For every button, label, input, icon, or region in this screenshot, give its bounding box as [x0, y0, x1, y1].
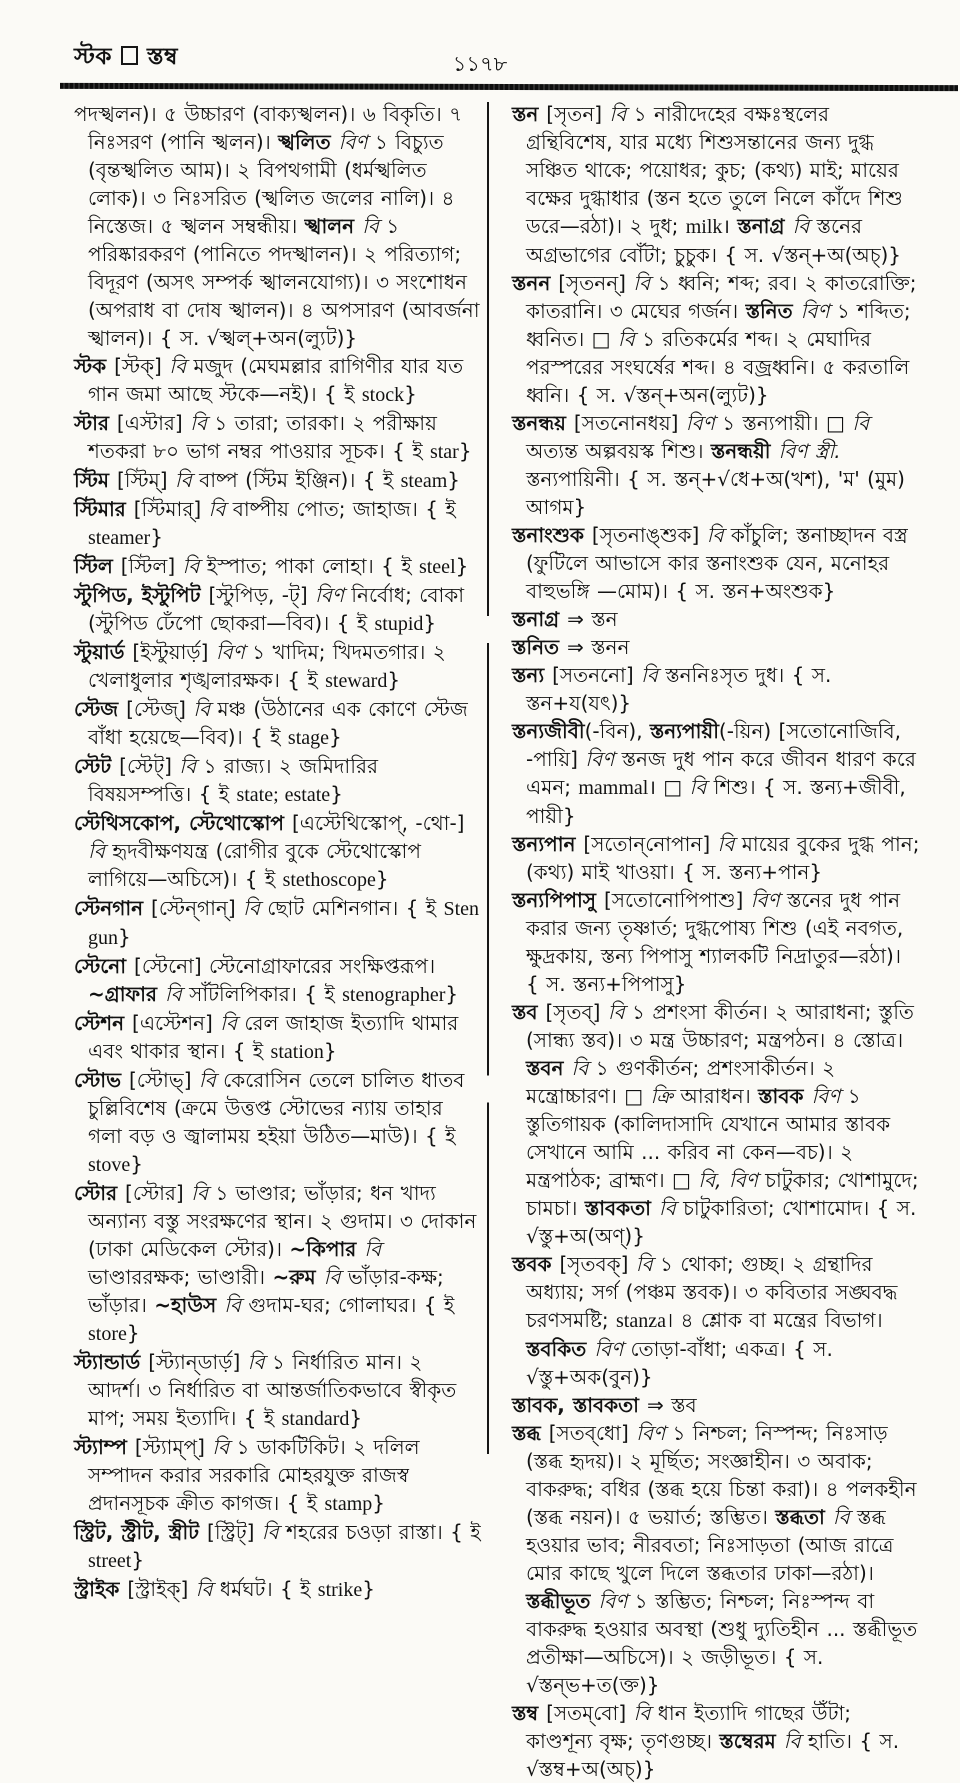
text-run: সাঁটলিপিকার। { ই [189, 982, 343, 1006]
text-run: [স্টিমার্] [133, 497, 209, 521]
text-run: } [375, 867, 389, 891]
text-run: বি [362, 214, 387, 238]
text-run: বি [364, 1237, 382, 1261]
text-run: ১ গুণকীর্তন; প্রশংসাকীর্তন। ২ মন্ত্রোচ্চারণ। □ [526, 1056, 836, 1108]
text-run: ১ স্তম্ভিত; নিশ্চল; নিঃস্পন্দ বা বাকরুদ্ধ হওয়ার অবস্থা (শুধু দ্যুতিহীন ... স্তব্ধীভূত প্রতীক্ষা—অচিসে)। ২ জড়ীভূত। { স. √স্তন্ভ+ত(ক্ত)} [526, 1589, 918, 1697]
text-run: [স্টেন্‌গান্] [151, 896, 244, 920]
text-run: ⇒ স্তনন [567, 635, 630, 659]
text-run: stanza [616, 1310, 666, 1332]
text-run: steamer [88, 527, 151, 549]
text-run: স্তব্ধতা [775, 1505, 833, 1529]
text-run: পদস্খলন)। ৫ উচ্চারণ (বাক্যস্খলন)। ৬ বিকৃতি। ৭ নিঃসরণ (পানি স্খলন)। [74, 102, 463, 154]
text-run: [এস্টার] [116, 411, 191, 435]
text-run: বি [212, 1435, 237, 1459]
text-run: নির্বোধ; বোকা (স্টুপিড ঢেঁপো ছোকরা—বিব)। { ই [88, 583, 465, 635]
dictionary-entry [74, 695, 482, 752]
left-column [74, 100, 482, 1783]
text-run: স্টিল [74, 554, 121, 578]
text-run: [স্টেট্] [119, 754, 180, 778]
text-run: হৃদবীক্ষণযন্ত্র (রোগীর বুকে স্টেথোস্কোপ লাগিয়ে—অচিসে)। { ই [88, 839, 421, 891]
text-run: বাষ্প (স্টিম ইঞ্জিন)। { ই [199, 468, 401, 492]
dictionary-entry [74, 1518, 482, 1575]
text-run: [স্ট্যাম্প্] [134, 1435, 213, 1459]
text-run: ১ প্রশংসা কীর্তন। ২ আরাধনা; স্তুতি (সান্ধ্য স্তব)। ৩ মন্ত্র উচ্চারণ; মন্ত্রপঠন। ৪ স্তোত্র। [526, 1000, 914, 1052]
text-run: stove [88, 1154, 131, 1176]
text-run: বি [88, 839, 113, 863]
text-run: বি [852, 411, 870, 435]
dictionary-entry [74, 952, 482, 1009]
text-run: বিণ [598, 1589, 635, 1613]
text-run: } [455, 554, 469, 578]
text-run: স্টুয়ার্ড [74, 640, 133, 664]
text-run: ১ নিশ্চল; নিস্পন্দ; নিঃসাড় (স্তব্ধ হৃদয়)। ২ মূর্ছিত; সংজ্ঞাহীন। ৩ অবাক; বাকরুদ্ধ; বধির (স্তব্ধ হয়ে চিন্তা করা)। ৪ পলকহীন (স্তব্ধ নয়ন)। ৫ ভয়ার্ত; স্তম্ভিত। [526, 1421, 917, 1529]
text-run: স্তব্ধীভূত [526, 1589, 599, 1613]
dictionary-entry [74, 1348, 482, 1433]
text-run: বি [635, 1252, 661, 1276]
text-run: mammal [578, 777, 649, 799]
dictionary-entry [512, 521, 920, 605]
text-run: স্তনাগ্র [737, 214, 793, 238]
text-run: [সৃতবক্] [559, 1252, 636, 1276]
text-run: মজুদ (মেঘমল্লার রাগিণীর যার যত গান জমা আছে স্টকে—নই)। { ই [88, 354, 464, 406]
dictionary-entry [512, 605, 920, 633]
text-run: ১ ডাকটিকিট। ২ দলিল সম্পাদন করার সরকারি মোহরযুক্ত রাজস্ব প্রদানসূচক ক্রীত কাগজ। { ই [88, 1435, 420, 1515]
text-run: steam [400, 470, 448, 492]
text-run: [স্টোর] [125, 1181, 192, 1205]
text-run: স্ট্যান্ডার্ড [74, 1350, 149, 1374]
text-run: ১ ভাণ্ডার; ভাঁড়ার; ধন খাদ্য অন্যান্য বস্তু সংরক্ষণের স্থান। ২ গুদাম। ৩ দোকান (ঢাকা মেডিকেল স্টোর)। [88, 1181, 477, 1261]
text-run: স্তন্যপান [512, 832, 584, 856]
dictionary-entry [512, 1391, 920, 1419]
text-run: steward [325, 670, 388, 692]
text-run: স্টক [74, 354, 115, 378]
text-run: বি [641, 663, 666, 687]
text-run: বি [783, 1729, 808, 1753]
dictionary-entry [512, 1699, 920, 1783]
text-run: বি [323, 1265, 348, 1289]
text-run: ক্রি [650, 1084, 681, 1108]
text-run: বি [190, 411, 215, 435]
text-run: বিণ [338, 130, 375, 154]
text-run: বি [247, 1350, 272, 1374]
text-run: বি [633, 1701, 658, 1725]
text-run: [সৃতন] [546, 102, 610, 126]
text-run: stage [287, 727, 330, 749]
text-run: বি [706, 523, 731, 547]
text-run: স্তন [512, 102, 547, 126]
running-head-last-word: স্তম্ব [146, 44, 179, 70]
text-run: ১ রাজ্য। ২ জমিদারির বিষয়সম্পত্তি। { ই [88, 754, 378, 806]
text-run: [স্টোভ্] [128, 1068, 199, 1092]
dictionary-entry [74, 1433, 482, 1518]
text-run: [স্টুপিড়, -ট্] [208, 583, 315, 607]
text-run: stethoscope [282, 869, 376, 891]
text-run: স্টেশন [74, 1011, 133, 1035]
text-run: স্তনজ দুধ পান করে জীবন ধারণ করে এমন; [526, 747, 916, 799]
text-run: স্তনিত [745, 299, 801, 323]
text-run: স্টিমার [74, 497, 134, 521]
text-run: গুদাম-ঘর; গোলাঘর। { ই [248, 1293, 455, 1317]
text-run: চাটুকারিতা; খোশামোদ। { স. √স্তু+অ(অণ্)} [526, 1196, 917, 1248]
text-run: } [349, 1406, 363, 1430]
text-run: বিণ [594, 1337, 631, 1361]
text-run: ১ শব্দিত; ধ্বনিত। □ [526, 299, 911, 351]
text-run: ১ বিচ্যুত (বৃন্তস্খলিত আম)। ২ বিপথগামী (ধর্মস্খলিত লোক)। ৩ নিঃসরিত (স্খলিত জলের নালি)। ৪ নিস্তেজ। ৫ স্খলন সম্বন্ধীয়। [88, 130, 455, 238]
text-run: [স্ট্রিট্] [207, 1520, 262, 1544]
text-run: ~রুম [272, 1265, 324, 1289]
text-run: ১ থোকা; গুচ্ছ। ২ গ্রন্থাদির অধ্যায়; সর্গ (পঞ্চম স্তবক)। ৩ কবিতার সঙ্ঘবদ্ধ চরণসমষ্টি; [526, 1252, 898, 1332]
text-run: বি [792, 214, 817, 238]
text-run: স্তবন [526, 1056, 572, 1080]
text-run: বি [195, 1577, 220, 1601]
text-run: স্টোভ [74, 1068, 129, 1092]
text-run: স্তন্য [512, 663, 553, 687]
text-run: স্টেট [74, 754, 120, 778]
right-column [512, 100, 920, 1783]
text-run: । □ [648, 775, 690, 799]
text-run: [স্টক্] [114, 354, 170, 378]
text-run: } [387, 668, 401, 692]
text-run: store [88, 1323, 127, 1345]
text-run: তোড়া-বাঁধা; একত্র। { স. √স্তু+অক(বুন)} [526, 1337, 833, 1389]
text-run: বিণ [215, 640, 253, 664]
text-run: ছোট মেশিনগান। { ই [267, 896, 444, 920]
dictionary-entry [512, 269, 920, 409]
text-run: stupid [374, 613, 424, 635]
text-run: বি [261, 1520, 286, 1544]
text-run: স্তনন [512, 271, 559, 295]
text-run: } [323, 1039, 337, 1063]
text-run: বিণ [800, 299, 837, 323]
text-run: বিণ [314, 583, 352, 607]
text-run: } [372, 1491, 385, 1515]
text-run: } [445, 982, 459, 1006]
header-rule [60, 83, 958, 91]
text-run: বি [633, 271, 658, 295]
text-run: স্টার [74, 411, 117, 435]
page-number: ১১৭৮ [452, 52, 508, 76]
text-run: state; estate [236, 784, 331, 806]
text-run: ১ স্তন্যপায়ী। □ [722, 411, 853, 435]
text-run: কেরোসিন তেলে চালিত ধাতব চুল্লিবিশেষ (ক্রমে উত্তপ্ত স্টোভের ন্যায় তাহার গলা বড় ও জ্বালাময় হইয়া উঠিত—মাউ)। { ই [88, 1068, 465, 1148]
text-run: } [329, 725, 342, 749]
text-run: বি [609, 102, 634, 126]
dictionary-entry [74, 894, 482, 952]
text-run: বি [607, 1000, 633, 1024]
text-run: } [150, 525, 163, 549]
text-run: বি, বিণ [698, 1168, 766, 1192]
text-run: স্টুপিড, ইস্টুপিট [74, 583, 209, 607]
text-run: স্তাবকতা [584, 1196, 659, 1220]
dictionary-entry [74, 638, 482, 695]
text-run: [সৃতনন্] [558, 271, 634, 295]
text-run: বি [224, 1293, 249, 1317]
dictionary-entry [512, 830, 920, 886]
text-run: বিণ [685, 411, 723, 435]
text-run: স্খালন [304, 214, 363, 238]
dictionary-entry [512, 1250, 920, 1391]
text-run: স্ট্যাম্প [74, 1435, 135, 1459]
text-run: strike [317, 1579, 363, 1601]
text-run: বি [191, 1181, 216, 1205]
text-run: বিণ [636, 1421, 673, 1445]
text-run: স্তব্ধ হওয়ার ভাব; নীরবতা; নিঃসাড়তা (আজ রাত্রে মোর কাছে খুলে দিলে স্তব্ধতার ঢাকা—রঠা)। [526, 1505, 894, 1585]
text-run: বিণ স্ত্রী. [778, 439, 841, 463]
text-run: বি [208, 497, 233, 521]
text-run: station [270, 1041, 324, 1063]
text-run: স্ট্রিট, স্ট্রীট, স্ত্রীট [74, 1520, 208, 1544]
text-run: । ৪ শ্লোক বা মন্ত্রের বিভাগ। [666, 1308, 883, 1332]
text-run: [সতব্‌ধো] [548, 1421, 637, 1445]
text-run: স্তব [512, 1000, 546, 1024]
text-run: [সতনোনধয়] [573, 411, 686, 435]
text-run: [স্টিম্] [116, 468, 175, 492]
text-run: স্টেজ [74, 697, 127, 721]
text-run: } [330, 782, 343, 806]
text-run: ~হাউস [154, 1293, 225, 1317]
text-run: কাঁচুলি; স্তনাচ্ছাদন বস্ত্র (ফুটিলে আভাসে কার স্তনাংশুক যেন, মনোহর বাহুভঙ্গি —মোম)। { স. স্তন+অংশুক} [526, 523, 908, 603]
text-run: [স্টেনো] স্টেনোগ্রাফারের সংক্ষিপ্তরূপ। [134, 954, 436, 978]
text-run: [স্ট্রাইক্] [127, 1577, 196, 1601]
dictionary-entry [74, 809, 482, 894]
text-run: ⇒ স্তব [646, 1393, 697, 1417]
text-run: standard [281, 1408, 350, 1430]
text-run: [সতম্‌বো] [546, 1701, 634, 1725]
text-run: চাটুকার; খোশামুদে; চামচা। [526, 1168, 919, 1220]
dictionary-entry [512, 717, 920, 830]
text-run: স্তনের দুধ পান করার জন্য তৃষ্ণার্ত; দুগ্ধপোষ্য শিশু (এই নবগত, ক্ষুদ্রকায়, স্তন্য পিপাসু শ্যালকটি নিদ্রাতুর—রঠা)। { স. স্তন্য+পিপাসু} [526, 888, 904, 996]
text-run: বিণ [585, 747, 622, 771]
text-run: stock [361, 384, 405, 406]
text-run: বি [164, 982, 190, 1006]
text-run: মঞ্চ (উঠানের এক কোণে স্টেজ বাঁধা হয়েছে—বিব)। { ই [88, 697, 468, 749]
text-run: বি [182, 554, 207, 578]
text-run: অত্যন্ত অল্পবয়স্ক শিশু। [526, 439, 711, 463]
text-run: stenographer [342, 984, 446, 1006]
text-run: steel [418, 556, 456, 578]
text-run: [স্ট্যান্‌ডার্ড়] [148, 1350, 248, 1374]
text-run: স্খলিত [278, 130, 339, 154]
text-run: স্তনন্ধয়ী [710, 439, 779, 463]
running-head-first-word: স্টক [74, 44, 112, 70]
dictionary-entry [74, 552, 482, 581]
text-run: বি [717, 832, 742, 856]
text-run: [স্টিল] [120, 554, 183, 578]
text-run: মায়ের বুকের দুগ্ধ পান; (কথ্য) মাই খাওয়া। { স. স্তন্য+পান} [526, 832, 920, 884]
text-run: শিশু। { স. স্তন্য+জীবী, পায়ী} [526, 775, 906, 828]
text-run: ১ তারা; তারকা। ২ পরীক্ষায় শতকরা ৮০ ভাগ নম্বর পাওয়ার সূচক। { ই [88, 411, 437, 463]
text-run: [সৃতনাঙ্‌শুক] [591, 523, 707, 547]
text-run: [সতোন্‌নোপান] [583, 832, 718, 856]
text-run: বি [220, 1011, 245, 1035]
text-run: } [362, 1577, 375, 1601]
text-run: } [423, 611, 437, 635]
text-run: [সতোনোপিপাশু] [603, 888, 751, 912]
text-run: ধান ইত্যাদি গাছের উঁটা; কাণ্ডশূন্য বৃক্ষ; তৃণগুচ্ছ। [526, 1701, 852, 1753]
text-run: বাষ্পীয় পোত; জাহাজ। { ই [232, 497, 456, 521]
text-run: স্তনের অগ্রভাগের বোঁটা; চুচুক। { স. √স্তন্+অ(অচ্)} [526, 214, 902, 267]
text-run: স্ট্রাইক [74, 1577, 128, 1601]
text-run: [এস্টেশন] [132, 1011, 221, 1035]
dictionary-entry [74, 1575, 482, 1604]
text-run: বি [617, 327, 643, 351]
dictionary-entry [512, 886, 920, 998]
text-run: ⇒ স্তন [567, 607, 618, 631]
text-run: স্টেনগান [74, 896, 152, 920]
text-run: শহরের চওড়া রাস্তা। { ই [286, 1520, 481, 1544]
text-run: ১ নির্ধারিত মান। ২ আদর্শ। ৩ নির্ধারিত বা আন্তর্জাতিকভাবে স্বীকৃত মাপ; সময় ইত্যাদি। { ই [88, 1350, 457, 1430]
text-run: street [88, 1550, 132, 1572]
dictionary-entry [512, 409, 920, 521]
text-run: স্টিম [74, 468, 117, 492]
text-run: বিণ [750, 888, 787, 912]
text-run: } [447, 468, 461, 492]
text-run: স্তবকিত [526, 1337, 595, 1361]
text-run: স্টোর [74, 1181, 126, 1205]
text-run: ১ পরিষ্কারকরণ (পানিতে পদস্খালন)। ২ পরিত্যাগ; বিদূরণ (অসৎ সম্পর্ক স্খালনযোগ্য)। ৩ সংশোধন (অপরাধ বা দোষ স্খালন)। ৪ অপসারণ (আবর্জনা স্খালন)। { স. √স্খল্+অন(ল্যুট)} [88, 214, 480, 350]
text-run: বি [174, 468, 200, 492]
text-run: স্তন্যজীবী [512, 719, 585, 743]
text-run: বি [169, 354, 194, 378]
text-run: রেল জাহাজ ইত্যাদি থামার এবং থাকার স্থান। { ই [88, 1011, 459, 1063]
text-run: বি [193, 697, 218, 721]
dictionary-entry [512, 998, 920, 1250]
dictionary-entry [74, 495, 482, 552]
text-run: } [458, 439, 472, 463]
text-run: } [126, 1321, 140, 1345]
text-run: ভাঁড়ার-কক্ষ; ভাঁড়ার। [88, 1265, 444, 1317]
text-run: ১ ধ্বনি; শব্দ; রব। ২ কাতরোক্তি; কাতরানি। ৩ মেঘের গর্জন। [526, 271, 917, 323]
text-run: ~গ্রাফার [88, 982, 165, 1006]
dictionary-entry [512, 1419, 920, 1699]
text-run: স্তবক [512, 1252, 560, 1276]
text-run: বি [689, 775, 714, 799]
text-run: [এস্টেথিস্কোপ্, -থো-] [291, 811, 465, 835]
text-run: বি [571, 1056, 596, 1080]
text-run: বি [832, 1505, 857, 1529]
text-run: হাতি। { স. √স্তম্ব+অ(অচ্)} [526, 1729, 900, 1781]
text-run: স্তন্যপায়ী [649, 719, 719, 743]
text-run: আরাধন। [680, 1084, 759, 1108]
text-run: Sten gun [88, 898, 480, 949]
text-run: বি [179, 754, 204, 778]
text-columns [74, 100, 920, 1783]
dictionary-entry [74, 581, 482, 638]
text-run: ১ নারীদেহের বক্ষঃস্থলের গ্রন্থিবিশেষ, যার মধ্যে শিশুসন্তানের জন্য দুগ্ধ সঞ্চিত থাকে; পয়োধর; কুচ; (কথ্য) মাই; মায়ের বক্ষের দুগ্ধাধার (স্তন হতে তুলে নিলে কাঁদে শিশু ডরে—রঠা)। ২ দুধ; [526, 102, 903, 238]
text-run: । [722, 214, 738, 238]
text-run: স্টেনো [74, 954, 135, 978]
text-run: স্তম্ব [512, 1701, 547, 1725]
text-run: ভাণ্ডাররক্ষক; ভাণ্ডারী। [88, 1265, 273, 1289]
text-run: ১ খাদিম; খিদমতগার। ২ খেলাধুলার শৃঙ্খলারক্ষক। { ই [88, 640, 446, 692]
text-run: স্তন্যপিপাসু [512, 888, 604, 912]
text-run: } [118, 925, 131, 949]
text-run: বি [243, 896, 268, 920]
text-run: milk [685, 216, 723, 238]
text-run: বি [198, 1068, 224, 1092]
text-run: স্তনাগ্র [512, 607, 568, 631]
text-run: স্তব্ধ [512, 1421, 549, 1445]
text-run: স্তাবক [758, 1084, 812, 1108]
text-run: ১ স্তুতিগায়ক (কালিদাসাদি যেখানে আমার স্তাবক সেখানে আমি ... করিব না কেন—বচ)। ২ মন্ত্রপাঠক; ব্রাহ্মণ। □ [526, 1084, 891, 1192]
text-run: স্তাবক, স্তাবকতা [512, 1393, 647, 1417]
text-run: বি [658, 1196, 684, 1220]
text-run: স্টেথিসকোপ, স্টেথোস্কোপ [74, 811, 292, 835]
text-run: } [130, 1152, 143, 1176]
text-run: বিণ [811, 1084, 848, 1108]
text-run: ধর্মঘট। { ই [219, 1577, 318, 1601]
dictionary-entry [74, 1179, 482, 1348]
text-run: স্তননিঃসৃত দুধ। { স. স্তন+য(যৎ)} [526, 663, 832, 715]
dictionary-entry [74, 352, 482, 409]
text-run: ইস্পাত; পাকা লোহা। { ই [206, 554, 419, 578]
text-run: স্তনিত [512, 635, 568, 659]
text-run: স্তনন্ধয় [512, 411, 574, 435]
text-run: ১ রতিকর্মের শব্দ। ২ মেঘাদির পরস্পরের সংঘর্ষের শব্দ। ৪ বজ্রধ্বনি। ৫ করতালি ধ্বনি। { স. √স্তন্+অন(ল্যুট)} [526, 327, 910, 407]
text-run: [সৃতব্] [545, 1000, 608, 1024]
dictionary-entry [74, 1009, 482, 1066]
text-run: } [131, 1548, 145, 1572]
text-run: স্তন্যপায়িনী। { স. স্তন্+√ধে+অ(খশ), 'ম' (মুম) আগম} [526, 467, 905, 519]
dictionary-entry [74, 100, 482, 352]
text-run: [স্টেজ্] [126, 697, 194, 721]
dictionary-entry [74, 1066, 482, 1179]
text-run: স্তম্বেরম [719, 1729, 784, 1753]
text-run: স্তনাংশুক [512, 523, 592, 547]
text-run: [ইস্টুয়ার্ড়] [132, 640, 216, 664]
text-run: [সতননো] [552, 663, 641, 687]
dictionary-entry [512, 633, 920, 661]
dictionary-entry [74, 466, 482, 495]
text-run: star [429, 441, 459, 463]
text-run: } [404, 382, 417, 406]
dictionary-entry [74, 409, 482, 466]
dictionary-entry [512, 100, 920, 269]
text-run: ~কিপার [289, 1237, 365, 1261]
dictionary-entry [512, 661, 920, 717]
text-run: (-য়িন) [সতোনোজিবি, -পায়ি] [526, 719, 901, 771]
text-run: (-বিন), [584, 719, 650, 743]
dictionary-entry [74, 752, 482, 809]
text-run: stamp [324, 1493, 373, 1515]
